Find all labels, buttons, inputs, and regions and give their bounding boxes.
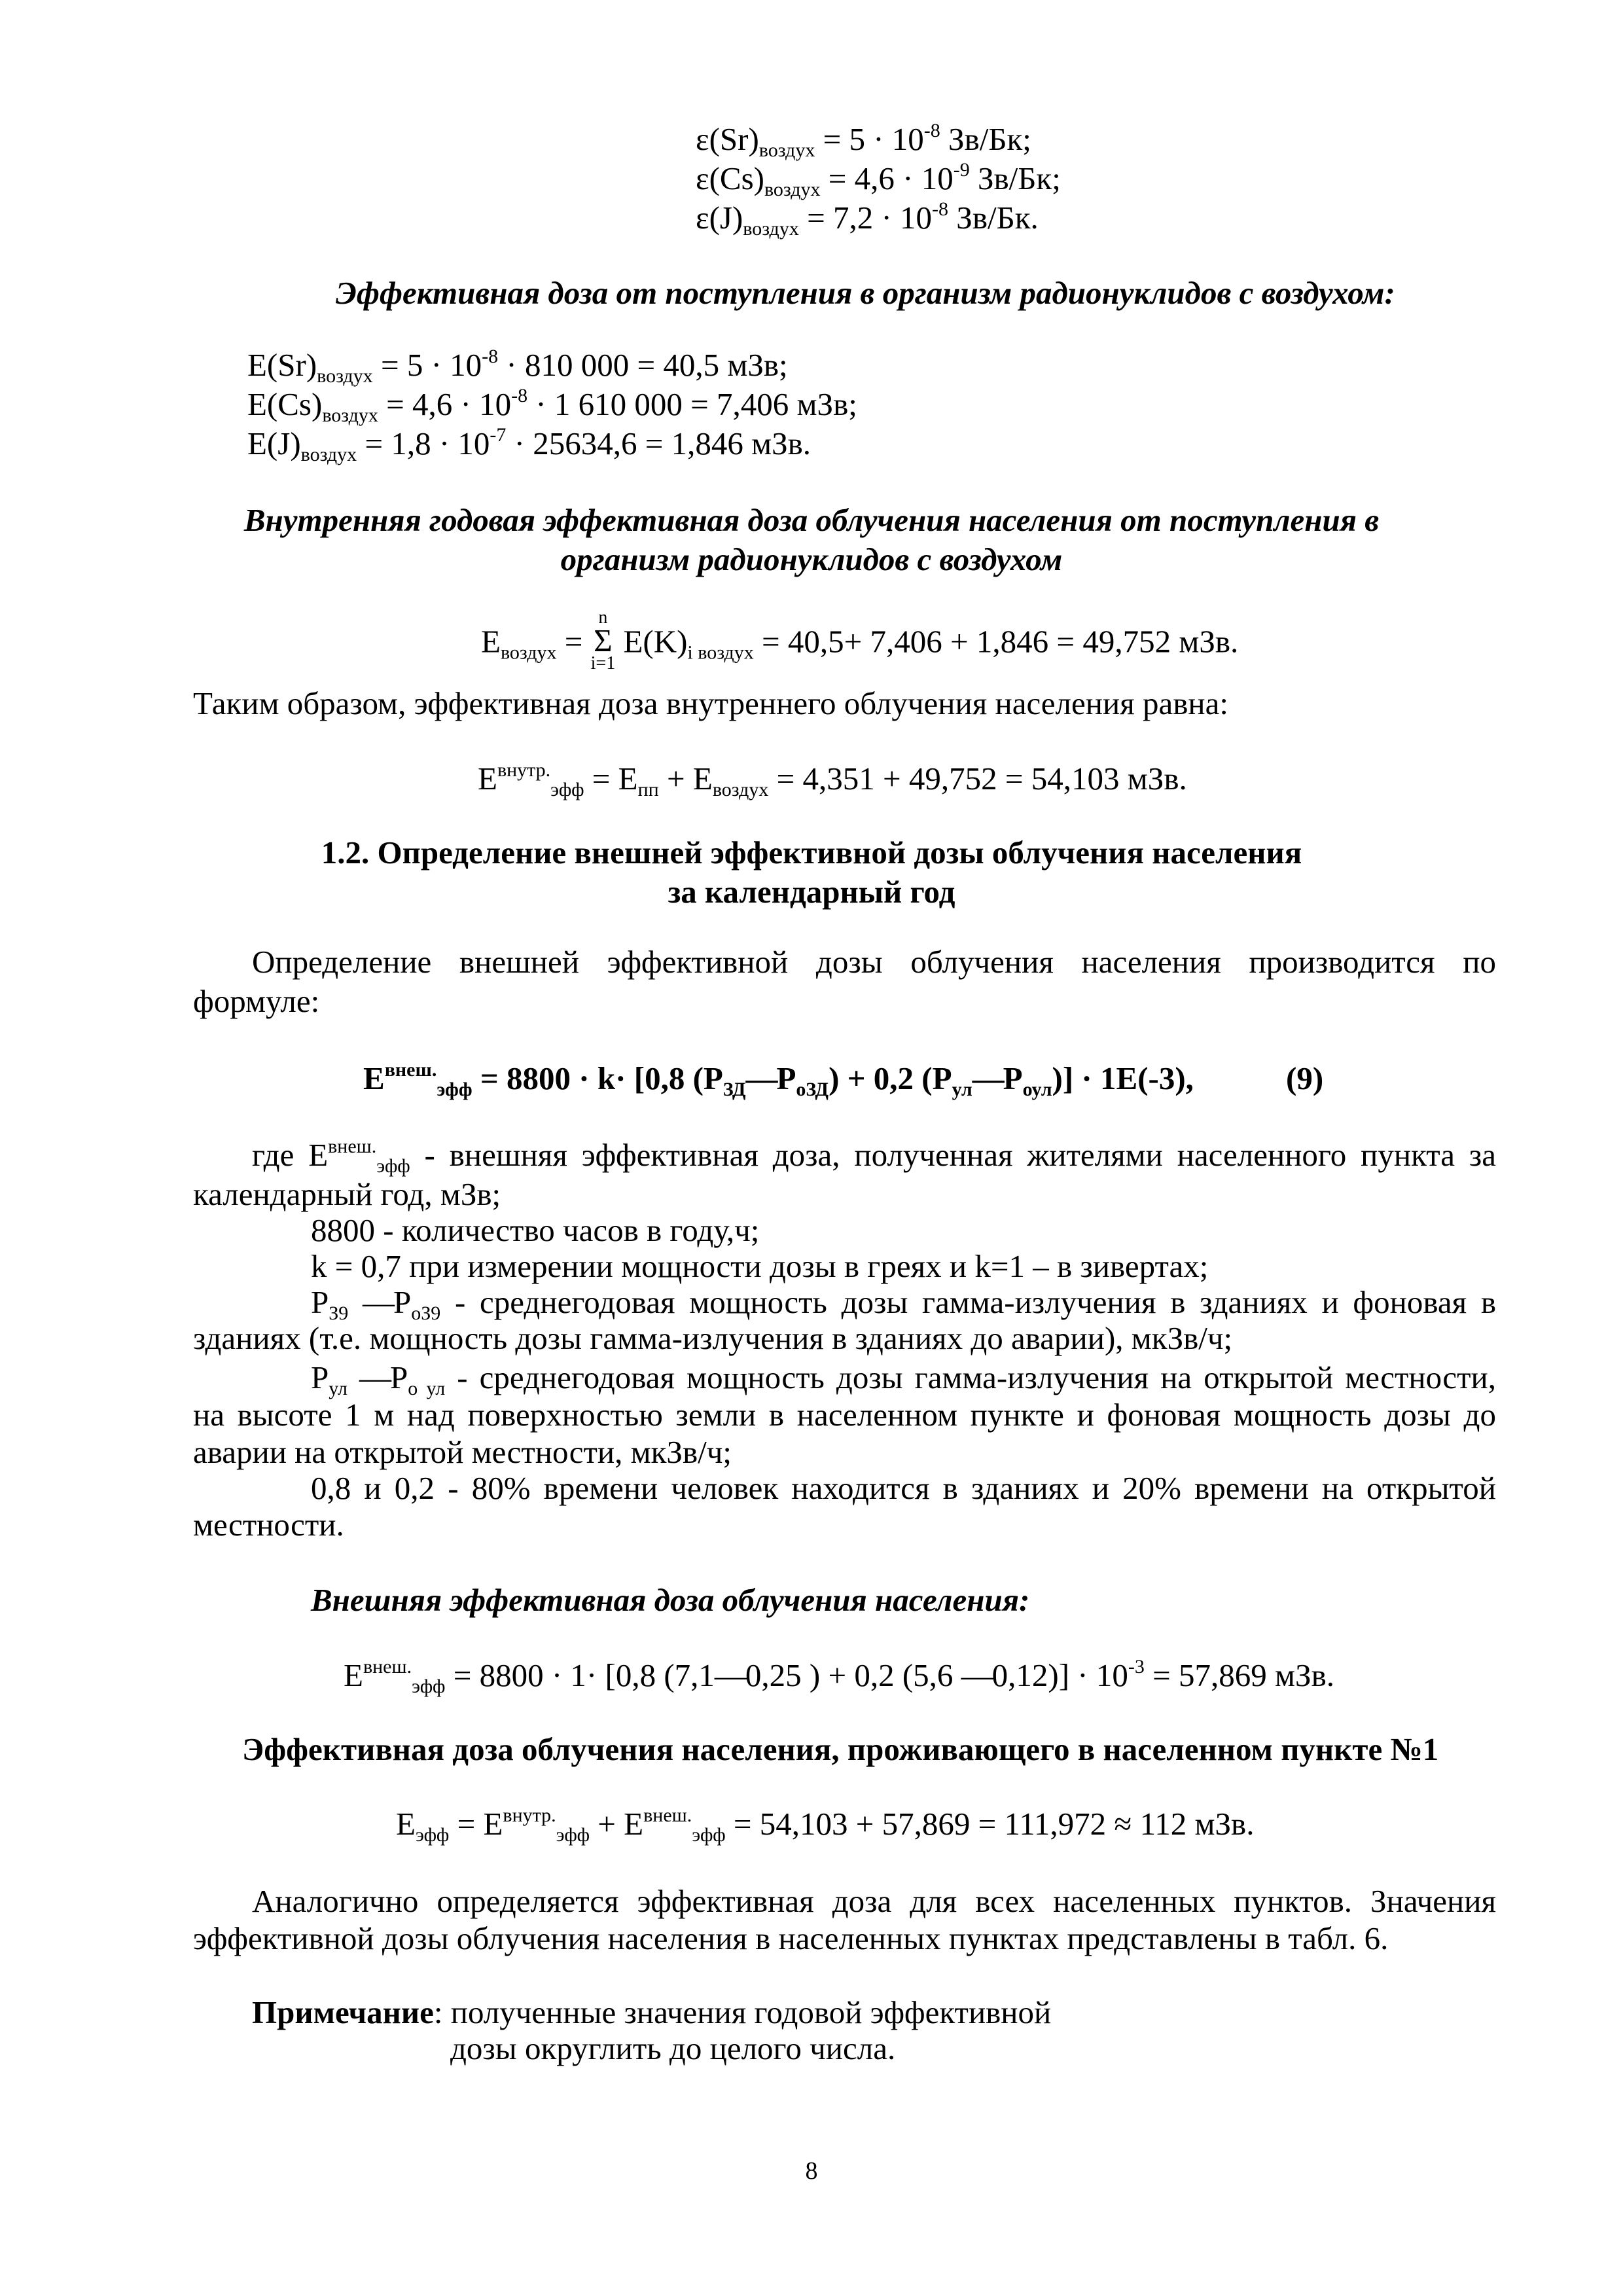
note-label: Примечание [252,1994,434,2030]
pul-line1: $P_{ул}$ $—P_{о ул}$ - среднегодовая мощность дозы гамма-излучения на открытой местности, [311,1359,1496,1399]
page-number: 8 [805,2157,818,2185]
similar-para-line1: Аналогично определяется эффективная доза для всех населенных пунктов. Значения [252,1883,1496,1919]
note-line1: Примечание: полученные значения годовой эффективной [252,1994,1052,2030]
formula-9: $E^{внеш.}_{эфф} = 8800 \cdot k\cdot [0,8$ $(P_{ЗД}—P_{оЗД}) + 0,2$ $(P_{ул}—P_{оул})] \cdot 1E(-3)$, [363,1059,1194,1100]
p39-line1: $P_{З9}$ $—P_{оЗ9}$ - среднегодовая мощность дозы гамма-излучения в зданиях и фоновая в [311,1284,1496,1324]
formula-number: (9) [1286,1060,1324,1096]
pul-line2: на высоте 1 м над поверхностью земли в населенном пункте и фоновая мощность дозы до [193,1397,1496,1433]
intro-para-line2: формуле: [193,983,320,1019]
heading-internal-line1: Внутренняя годовая эффективная доза облучения населения от поступления в [243,502,1380,538]
thus-text: Таким образом, эффективная доза внутреннего облучения населения равна: [193,685,1228,721]
ratio-line2: местности. [193,1507,344,1543]
section-heading-line2: за календарный год [668,874,955,910]
p39-line2: зданиях (т.е. мощность дозы гамма-излучения в зданиях до аварии), мкЗв/ч; [193,1320,1233,1356]
section-heading-line1: 1.2. Определение внешней эффективной дозы облучения населения [321,834,1302,870]
note-line2: дозы округлить до целого числа. [450,2030,896,2066]
heading-internal-line2: организм радионуклидов с воздухом [560,541,1063,577]
where-line2: календарный год, мЗв; [193,1176,501,1212]
epsilon-cs-line: $\varepsilon(Cs)_{воздух} = 4,6 \cdot 10^{-9}$ Зв/Бк; [696,159,1061,200]
epsilon-sr-line: $\varepsilon(Sr)_{воздух} = 5 \cdot 10^{-8}$ Зв/Бк; [696,120,1031,161]
external-dose-calc: $E^{внеш.}_{эфф} = 8800 \cdot 1\cdot [0,8$ (7,1—0,25 ) + 0,2 (5,6 —0,12)] · $10^{-3} = 57,869$ мЗв. [344,1656,1334,1697]
dose-sr-line: $E(Sr)_{воздух} = 5 \cdot 10^{-8} \cdot 810$ 000 = 40,5 мЗв; [247,346,788,387]
dose-j-line: $E(J)_{воздух} = 1,8 \cdot 10^{-7} \cdot 25634,6 = 1,846$ мЗв. [247,424,812,465]
pul-line3: аварии на открытой местности, мкЗв/ч; [193,1434,732,1470]
total-dose-calc: $E_{эфф} = E^{внутр.}_{эфф} + E^{внеш.}_{эфф} = 54,103 + 57,869 = 111,972 \approx 112$ мЗв. [396,1804,1255,1846]
similar-para-line2: эффективной дозы облучения населения в населенных пунктах представлены в табл. 6. [193,1920,1389,1956]
where-line1: где $E^{внеш.}_{эфф}$ - внешняя эффективная доза, полученная жителями населенного пункта за [252,1136,1496,1177]
ratio-line1: 0,8 и 0,2 - 80% времени человек находится в зданиях и 20% времени на открытой [311,1470,1496,1506]
hours-line: 8800 - количество часов в году,ч; [311,1212,760,1248]
heading-air-dose: Эффективная доза от поступления в организм радионуклидов с воздухом: [336,275,1395,311]
heading-total-dose: Эффективная доза облучения населения, проживающего в населенном пункте №1 [242,1731,1439,1767]
dose-cs-line: $E(Cs)_{воздух} = 4,6 \cdot 10^{-8} \cdot 1$ 610 000 = 7,406 мЗв; [247,385,857,426]
internal-total-formula: $E^{внутр.}_{эфф} = E_{пп} + E_{воздух} = 4,351 + 49,752 = 54,103$ мЗв. [478,759,1187,800]
intro-para-line1: Определение внешней эффективной дозы облучения населения производится по [252,944,1496,980]
heading-external-dose: Внешняя эффективная доза облучения населения: [311,1582,1030,1618]
k-line: k = 0,7 при измерении мощности дозы в греях и k=1 – в зивертах; [311,1248,1209,1284]
sigma-operator: n Σ i=1 [590,607,616,673]
sum-formula: $E_{воздух}$ = n Σ i=1 $E(K)_{i воздух} = 40,5+ 7,406 + 1,846 = 49,752$ мЗв. [481,607,1239,673]
epsilon-j-line: $\varepsilon(J)_{воздух} = 7,2 \cdot 10^{-8}$ Зв/Бк. [696,198,1039,240]
